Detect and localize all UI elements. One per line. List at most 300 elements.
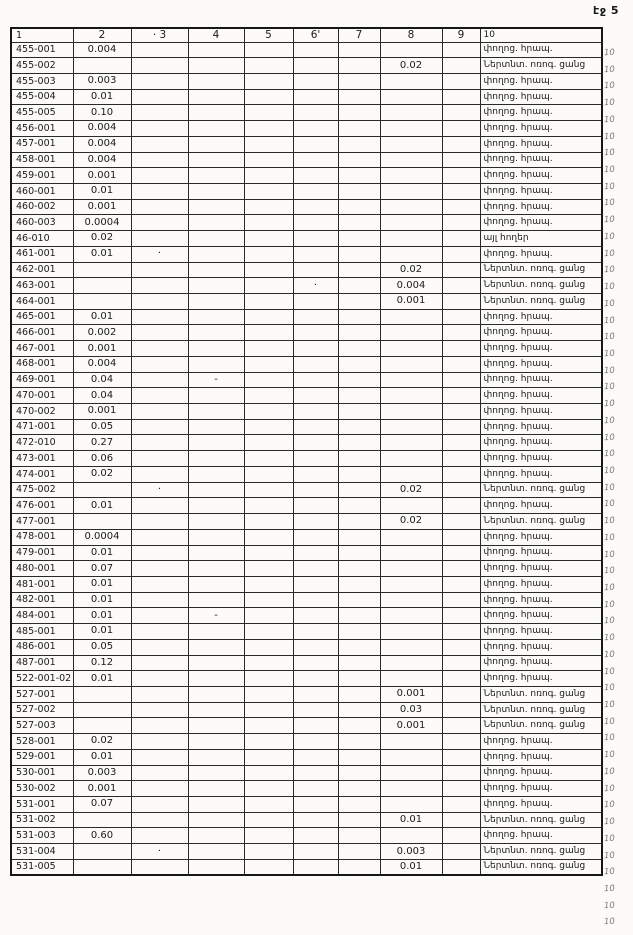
cell-col7 xyxy=(338,435,380,451)
cell-col5 xyxy=(244,152,293,168)
cell-col5 xyxy=(244,356,293,372)
cell-col2: 0.01 xyxy=(73,749,131,765)
cell-col6 xyxy=(293,671,338,687)
cell-col9 xyxy=(442,105,480,121)
table-row xyxy=(11,372,602,388)
cell-col4 xyxy=(188,686,244,702)
cell-col10: փողոց. հրապ. xyxy=(480,749,602,765)
cell-col6 xyxy=(293,121,338,137)
cell-col2: 0.05 xyxy=(73,419,131,435)
cell-col4 xyxy=(188,812,244,828)
cell-col7 xyxy=(338,561,380,577)
margin-mark: 10 xyxy=(603,198,616,210)
cell-col8 xyxy=(380,136,442,152)
cell-col2: 0.001 xyxy=(73,341,131,357)
cell-col8 xyxy=(380,561,442,577)
cell-col1: 457-001 xyxy=(11,136,73,152)
cell-col2: 0.004 xyxy=(73,121,131,137)
cell-col4 xyxy=(188,278,244,294)
cell-col2: 0.01 xyxy=(73,671,131,687)
cell-col10: փողոց. հրապ. xyxy=(480,655,602,671)
margin-mark: 10 xyxy=(603,482,616,494)
cell-col2: 0.04 xyxy=(73,388,131,404)
cell-col1: 465-001 xyxy=(11,309,73,325)
table-row xyxy=(11,718,602,734)
cell-col1: 479-001 xyxy=(11,545,73,561)
cell-col10: փողոց. հրապ. xyxy=(480,89,602,105)
page-number: էջ 5 xyxy=(593,4,619,17)
cell-col3 xyxy=(131,561,188,577)
cell-col7 xyxy=(338,262,380,278)
cell-col9 xyxy=(442,231,480,247)
cell-col1: 531-002 xyxy=(11,812,73,828)
cell-col3 xyxy=(131,718,188,734)
table-row xyxy=(11,749,602,765)
cell-col8 xyxy=(380,435,442,451)
margin-mark: 10 xyxy=(603,131,616,143)
cell-col10: փողոց. հրապ. xyxy=(480,576,602,592)
cell-col7 xyxy=(338,639,380,655)
margin-mark: 10 xyxy=(603,148,616,159)
cell-col8: 0.02 xyxy=(380,482,442,498)
cell-col7 xyxy=(338,105,380,121)
cell-col5 xyxy=(244,639,293,655)
cell-col7 xyxy=(338,73,380,89)
cell-col3 xyxy=(131,608,188,624)
table-row xyxy=(11,262,602,278)
cell-col3 xyxy=(131,168,188,184)
table-row xyxy=(11,592,602,608)
cell-col3 xyxy=(131,199,188,215)
cell-col7 xyxy=(338,545,380,561)
cell-col1: 478-001 xyxy=(11,529,73,545)
cell-col1: 461-001 xyxy=(11,246,73,262)
cell-col8 xyxy=(380,89,442,105)
cell-col5 xyxy=(244,168,293,184)
cell-col6 xyxy=(293,199,338,215)
table-row xyxy=(11,844,602,860)
cell-col9 xyxy=(442,749,480,765)
cell-col8 xyxy=(380,341,442,357)
cell-col3 xyxy=(131,592,188,608)
header-col-4: 4 xyxy=(188,28,244,42)
cell-col1: 522-001-02 xyxy=(11,671,73,687)
margin-mark: 10 xyxy=(603,750,616,761)
cell-col2: 0.02 xyxy=(73,466,131,482)
cell-col3 xyxy=(131,73,188,89)
table-row xyxy=(11,309,602,325)
margin-mark: 10 xyxy=(603,867,616,878)
cell-col1: 484-001 xyxy=(11,608,73,624)
cell-col3: · xyxy=(131,246,188,262)
cell-col5 xyxy=(244,702,293,718)
cell-col9 xyxy=(442,828,480,844)
cell-col10: փողոց. հրապ. xyxy=(480,215,602,231)
cell-col9 xyxy=(442,844,480,860)
table-row xyxy=(11,529,602,545)
cell-col5 xyxy=(244,749,293,765)
cell-col3 xyxy=(131,89,188,105)
table-row xyxy=(11,105,602,121)
header-col-7: 7 xyxy=(338,28,380,42)
cell-col8 xyxy=(380,765,442,781)
cell-col7 xyxy=(338,215,380,231)
cell-col2: 0.001 xyxy=(73,781,131,797)
cell-col4 xyxy=(188,404,244,420)
cell-col6 xyxy=(293,718,338,734)
cell-col9 xyxy=(442,246,480,262)
cell-col4 xyxy=(188,545,244,561)
cell-col4 xyxy=(188,702,244,718)
cell-col1: 529-001 xyxy=(11,749,73,765)
cell-col8 xyxy=(380,121,442,137)
cell-col10: փողոց. հրապ. xyxy=(480,828,602,844)
cell-col10: փողոց. հրապ. xyxy=(480,451,602,467)
table-row xyxy=(11,58,602,74)
header-col-2: 2 xyxy=(73,28,131,42)
table-row xyxy=(11,89,602,105)
margin-mark: 10 xyxy=(603,700,616,711)
cell-col7 xyxy=(338,498,380,514)
cell-col4 xyxy=(188,246,244,262)
cell-col6 xyxy=(293,183,338,199)
cell-col3 xyxy=(131,812,188,828)
margin-mark: 10 xyxy=(603,382,616,394)
cell-col10: Ներտնտ. ոռոգ. ցանց xyxy=(480,686,602,702)
cell-col6 xyxy=(293,498,338,514)
header-col-1: 1 xyxy=(11,28,73,42)
cell-col4 xyxy=(188,451,244,467)
table-row xyxy=(11,624,602,640)
table-row xyxy=(11,152,602,168)
table-row xyxy=(11,671,602,687)
cell-col6 xyxy=(293,734,338,750)
cell-col3 xyxy=(131,466,188,482)
table-row xyxy=(11,199,602,215)
cell-col8 xyxy=(380,545,442,561)
cell-col5 xyxy=(244,89,293,105)
cell-col3 xyxy=(131,152,188,168)
cell-col8 xyxy=(380,183,442,199)
cell-col2: 0.01 xyxy=(73,545,131,561)
cell-col8 xyxy=(380,451,442,467)
cell-col9 xyxy=(442,168,480,184)
cell-col1: 476-001 xyxy=(11,498,73,514)
margin-mark: 10 xyxy=(603,215,616,226)
cell-col9 xyxy=(442,309,480,325)
cell-col8 xyxy=(380,671,442,687)
table-row xyxy=(11,121,602,137)
cell-col4 xyxy=(188,105,244,121)
table-row xyxy=(11,812,602,828)
cell-col8: 0.003 xyxy=(380,844,442,860)
cell-col10: փողոց. հրապ. xyxy=(480,183,602,199)
cell-col3 xyxy=(131,231,188,247)
cell-col2 xyxy=(73,262,131,278)
cell-col8: 0.01 xyxy=(380,812,442,828)
cell-col6 xyxy=(293,309,338,325)
cell-col9 xyxy=(442,404,480,420)
cell-col7 xyxy=(338,451,380,467)
cell-col9 xyxy=(442,639,480,655)
cell-col5 xyxy=(244,482,293,498)
cell-col6 xyxy=(293,168,338,184)
cell-col9 xyxy=(442,702,480,718)
table-row xyxy=(11,356,602,372)
cell-col3 xyxy=(131,372,188,388)
cell-col8 xyxy=(380,576,442,592)
cell-col8: 0.004 xyxy=(380,278,442,294)
cell-col2: 0.0004 xyxy=(73,215,131,231)
cell-col10: փողոց. հրապ. xyxy=(480,529,602,545)
cell-col4 xyxy=(188,624,244,640)
cell-col3 xyxy=(131,136,188,152)
cell-col6 xyxy=(293,781,338,797)
cell-col5 xyxy=(244,624,293,640)
table-row xyxy=(11,734,602,750)
cell-col2 xyxy=(73,482,131,498)
cell-col7 xyxy=(338,671,380,687)
cell-col4 xyxy=(188,828,244,844)
cell-col5 xyxy=(244,215,293,231)
cell-col4 xyxy=(188,561,244,577)
cell-col1: 467-001 xyxy=(11,341,73,357)
table-row xyxy=(11,42,602,58)
cell-col7 xyxy=(338,89,380,105)
table-row xyxy=(11,215,602,231)
cell-col1: 470-001 xyxy=(11,388,73,404)
cell-col6 xyxy=(293,325,338,341)
cell-col1: 455-003 xyxy=(11,73,73,89)
cell-col4 xyxy=(188,262,244,278)
cell-col10: փողոց. հրապ. xyxy=(480,734,602,750)
cell-col1: 471-001 xyxy=(11,419,73,435)
cell-col10: Ներտնտ. ոռոգ. ցանց xyxy=(480,278,602,294)
cell-col4 xyxy=(188,231,244,247)
cell-col4 xyxy=(188,356,244,372)
table-body xyxy=(11,42,602,875)
cell-col7 xyxy=(338,278,380,294)
cell-col3 xyxy=(131,215,188,231)
cell-col9 xyxy=(442,608,480,624)
cell-col2: 0.01 xyxy=(73,624,131,640)
cell-col3 xyxy=(131,419,188,435)
margin-mark: 10 xyxy=(603,432,616,444)
cell-col1: 472-010 xyxy=(11,435,73,451)
cell-col2 xyxy=(73,514,131,530)
cell-col10: փողոց. հրապ. xyxy=(480,498,602,514)
cell-col3 xyxy=(131,294,188,310)
cell-col3 xyxy=(131,702,188,718)
cell-col9 xyxy=(442,183,480,199)
cell-col6: · xyxy=(293,278,338,294)
cell-col3 xyxy=(131,545,188,561)
margin-mark: 10 xyxy=(603,298,616,310)
cell-col4 xyxy=(188,498,244,514)
cell-col9 xyxy=(442,278,480,294)
cell-col2: 0.02 xyxy=(73,231,131,247)
cell-col3 xyxy=(131,514,188,530)
cell-col5 xyxy=(244,105,293,121)
margin-mark: 10 xyxy=(603,315,616,327)
table-row xyxy=(11,765,602,781)
cell-col9 xyxy=(442,215,480,231)
cell-col5 xyxy=(244,765,293,781)
cell-col6 xyxy=(293,844,338,860)
table-row xyxy=(11,686,602,702)
table-row xyxy=(11,341,602,357)
cell-col9 xyxy=(442,73,480,89)
margin-mark: 10 xyxy=(603,114,616,126)
cell-col1: 473-001 xyxy=(11,451,73,467)
margin-mark: 10 xyxy=(603,48,616,59)
cell-col4 xyxy=(188,435,244,451)
cell-col5 xyxy=(244,372,293,388)
cell-col5 xyxy=(244,309,293,325)
cell-col10: այլ հողեր xyxy=(480,231,602,247)
cell-col8 xyxy=(380,42,442,58)
cell-col2: 0.001 xyxy=(73,168,131,184)
cell-col10: փողոց. հրապ. xyxy=(480,608,602,624)
margin-mark: 10 xyxy=(603,566,616,577)
cell-col4 xyxy=(188,734,244,750)
cell-col9 xyxy=(442,89,480,105)
cell-col3 xyxy=(131,309,188,325)
margin-mark: 10 xyxy=(603,532,616,544)
cell-col7 xyxy=(338,466,380,482)
margin-mark: 10 xyxy=(603,365,616,377)
cell-col2 xyxy=(73,278,131,294)
cell-col5 xyxy=(244,278,293,294)
cell-col10: Ներտնտ. ոռոգ. ցանց xyxy=(480,702,602,718)
cell-col5 xyxy=(244,73,293,89)
cell-col10: փողոց. հրապ. xyxy=(480,624,602,640)
cell-col7 xyxy=(338,686,380,702)
margin-mark: 10 xyxy=(603,817,616,828)
cell-col3 xyxy=(131,797,188,813)
cell-col5 xyxy=(244,451,293,467)
cell-col9 xyxy=(442,419,480,435)
cell-col8 xyxy=(380,624,442,640)
cell-col1: 480-001 xyxy=(11,561,73,577)
cell-col7 xyxy=(338,608,380,624)
cell-col2 xyxy=(73,844,131,860)
cell-col9 xyxy=(442,372,480,388)
table-row xyxy=(11,73,602,89)
cell-col9 xyxy=(442,529,480,545)
margin-mark: 10 xyxy=(603,449,616,460)
cell-col10: փողոց. հրապ. xyxy=(480,781,602,797)
cell-col2 xyxy=(73,58,131,74)
cell-col6 xyxy=(293,42,338,58)
cell-col10: փողոց. հրապ. xyxy=(480,419,602,435)
cell-col5 xyxy=(244,718,293,734)
cell-col10: փողոց. հրապ. xyxy=(480,561,602,577)
cell-col1: 481-001 xyxy=(11,576,73,592)
table-row xyxy=(11,136,602,152)
cell-col7 xyxy=(338,514,380,530)
cell-col4 xyxy=(188,168,244,184)
cell-col5 xyxy=(244,812,293,828)
cell-col1: 531-001 xyxy=(11,797,73,813)
table-row xyxy=(11,183,602,199)
cell-col3: · xyxy=(131,482,188,498)
cell-col5 xyxy=(244,859,293,875)
table-row xyxy=(11,655,602,671)
cell-col7 xyxy=(338,152,380,168)
cell-col9 xyxy=(442,58,480,74)
cell-col5 xyxy=(244,58,293,74)
cell-col6 xyxy=(293,561,338,577)
cell-col10: փողոց. հրապ. xyxy=(480,466,602,482)
cell-col9 xyxy=(442,718,480,734)
cell-col1: 470-002 xyxy=(11,404,73,420)
cell-col8: 0.02 xyxy=(380,262,442,278)
cell-col1: 531-003 xyxy=(11,828,73,844)
cell-col5 xyxy=(244,828,293,844)
cell-col2 xyxy=(73,702,131,718)
cell-col8 xyxy=(380,309,442,325)
cell-col7 xyxy=(338,404,380,420)
cell-col7 xyxy=(338,294,380,310)
cell-col9 xyxy=(442,734,480,750)
cell-col2: 0.01 xyxy=(73,498,131,514)
cell-col6 xyxy=(293,356,338,372)
cell-col1: 46-010 xyxy=(11,231,73,247)
margin-mark: 10 xyxy=(603,616,616,628)
margin-mark: 10 xyxy=(603,282,616,293)
cell-col3 xyxy=(131,671,188,687)
cell-col9 xyxy=(442,356,480,372)
margin-mark: 10 xyxy=(603,917,616,929)
cell-col10: փողոց. հրապ. xyxy=(480,73,602,89)
cell-col2: 0.001 xyxy=(73,199,131,215)
cell-col10: փողոց. հրապ. xyxy=(480,105,602,121)
cell-col7 xyxy=(338,529,380,545)
cell-col5 xyxy=(244,655,293,671)
cell-col1: 528-001 xyxy=(11,734,73,750)
cell-col8 xyxy=(380,466,442,482)
margin-mark: 10 xyxy=(603,833,616,845)
table-row xyxy=(11,828,602,844)
cell-col1: 455-002 xyxy=(11,58,73,74)
margin-mark: 10 xyxy=(603,599,616,611)
cell-col6 xyxy=(293,152,338,168)
cell-col4: - xyxy=(188,372,244,388)
cell-col8 xyxy=(380,231,442,247)
cell-col10: փողոց. հրապ. xyxy=(480,404,602,420)
cell-col2: 0.003 xyxy=(73,73,131,89)
cell-col5 xyxy=(244,121,293,137)
cell-col9 xyxy=(442,388,480,404)
cell-col8 xyxy=(380,404,442,420)
header-col-9: 9 xyxy=(442,28,480,42)
cell-col10: փողոց. հրապ. xyxy=(480,246,602,262)
cell-col5 xyxy=(244,199,293,215)
margin-mark: 10 xyxy=(603,850,616,862)
cell-col9 xyxy=(442,514,480,530)
cell-col2: 0.002 xyxy=(73,325,131,341)
cell-col8 xyxy=(380,592,442,608)
cell-col4 xyxy=(188,655,244,671)
cell-col10: Ներտնտ. ոռոգ. ցանց xyxy=(480,812,602,828)
cell-col4 xyxy=(188,388,244,404)
cell-col7 xyxy=(338,136,380,152)
cell-col10: Ներտնտ. ոռոգ. ցանց xyxy=(480,859,602,875)
cell-col1: 485-001 xyxy=(11,624,73,640)
cell-col10: փողոց. հրապ. xyxy=(480,152,602,168)
cell-col5 xyxy=(244,592,293,608)
